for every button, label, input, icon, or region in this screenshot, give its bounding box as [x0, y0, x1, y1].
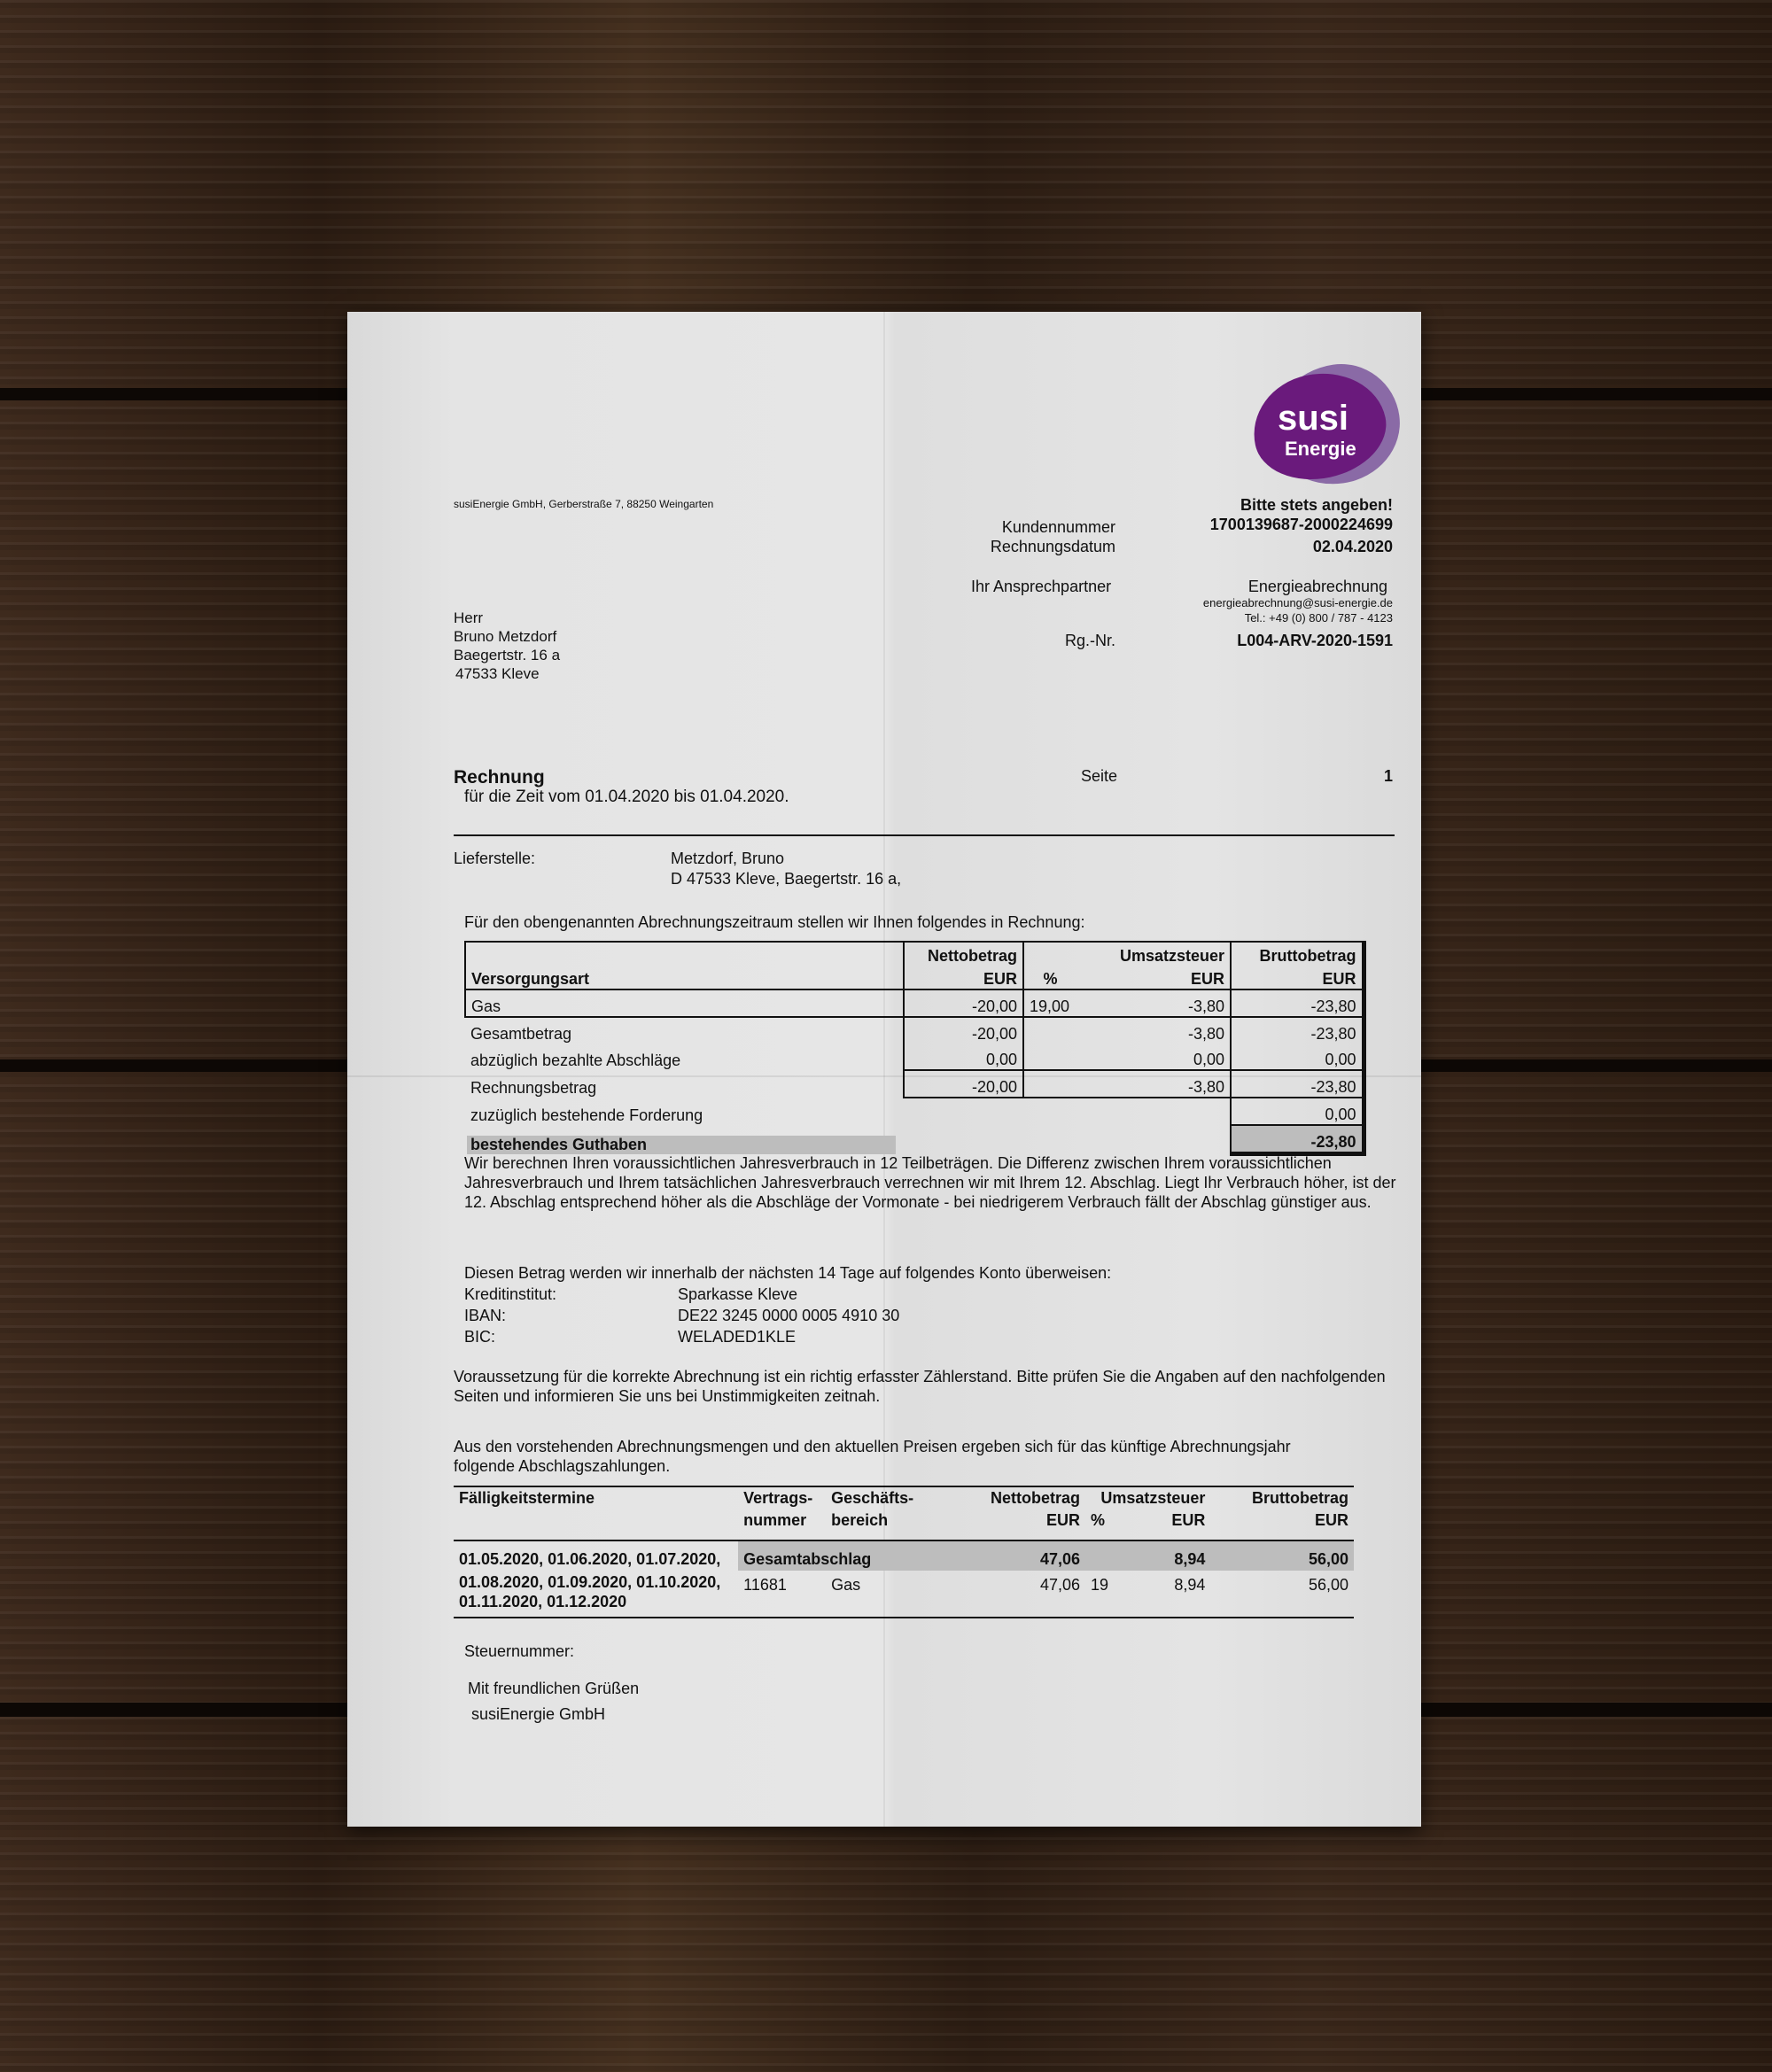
page-number: 1: [1383, 767, 1393, 785]
table-row-total: Gesamtbetrag -20,00 -3,80 -23,80: [465, 1017, 1364, 1044]
recipient-salutation: Herr: [454, 609, 484, 626]
col-header-pct: %: [1023, 966, 1076, 989]
contact-name: Energieabrechnung: [1247, 578, 1387, 595]
table-row-paid: abzüglich bezahlte Abschläge 0,00 0,00 0,00: [465, 1044, 1364, 1070]
delivery-line2: D 47533 Kleve, Baegertstr. 16 a,: [671, 870, 902, 888]
divider: [454, 834, 1395, 836]
delivery-label: Lieferstelle:: [454, 850, 536, 867]
bank-label: Kreditinstitut:: [464, 1285, 557, 1303]
billing-period: für die Zeit vom 01.04.2020 bis 01.04.2020.: [464, 788, 789, 806]
explanation-text: Wir berechnen Ihren voraussichtlichen Jahresverbrauch in 12 Teilbeträgen. Die Differenz zwischen Ihrem voraussichtlichen Jahresverbrauch und Ihrem tatsächlichen Jahresverbrauch verrechnen wir mit Ihrem 12. Abschlag. Liegt Ihr Verbrauch höher, ist der 12. Abschlag entsprechend höher als die Abschläge der Vormonate - bei niedrigerem Verbrauch fällt der Abschlag günstiger aus.: [464, 1154, 1396, 1211]
ab-header-contract-2: nummer: [743, 1511, 807, 1529]
ab-header-net-unit: EUR: [1045, 1511, 1080, 1529]
invoice-paper: [347, 312, 1421, 1827]
col-header-net: Nettobetrag: [904, 942, 1023, 966]
col-header-net-unit: EUR: [904, 966, 1023, 989]
tax-number-label: Steuernummer:: [464, 1642, 575, 1660]
forecast-intro: Aus den vorstehenden Abrechnungsmengen und den aktuellen Preisen ergeben sich für das künftige Abrechnungsjahr folgende Abschlagszahlungen.: [454, 1438, 1291, 1475]
recipient-city: 47533 Kleve: [455, 665, 540, 682]
ab-row-total: 01.05.2020, 01.06.2020, 01.07.2020, Gesamtabschlag 47,06 8,94 56,00: [454, 1540, 1354, 1571]
table-row-gas: Gas -20,00 19,00 -3,80 -23,80: [465, 989, 1364, 1017]
logo-text-energie: Energie: [1285, 438, 1356, 460]
ab-header-area-2: bereich: [831, 1511, 889, 1529]
rg-no-value: L004-ARV-2020-1591: [1237, 632, 1393, 649]
invoice-intro: Für den obengenannten Abrechnungszeitraum stellen wir Ihnen folgendes in Rechnung:: [464, 913, 1085, 931]
abschlag-table: [454, 1486, 1354, 1618]
document-title: Rechnung: [454, 767, 545, 788]
col-header-gross-unit: EUR: [1231, 966, 1364, 989]
susi-energie-logo: [1251, 365, 1402, 489]
ab-header-gross: Bruttobetrag: [1252, 1489, 1348, 1507]
col-header-supply: Versorgungsart: [465, 966, 904, 989]
ab-row-gas: 01.08.2020, 01.09.2020, 01.10.2020, 01.11.2020, 01.12.2020 11681 Gas 47,06 19 8,94 56,00: [454, 1571, 1354, 1618]
col-header-vat: Umsatzsteuer: [1076, 942, 1231, 966]
contact-email: energieabrechnung@susi-energie.de: [1202, 596, 1393, 609]
ab-header-contract-1: Vertrags-: [743, 1489, 813, 1507]
recipient-street: Baegertstr. 16 a: [454, 647, 561, 664]
contact-phone: Tel.: +49 (0) 800 / 787 - 4123: [1244, 611, 1393, 625]
notice-text: Bitte stets angeben!: [1240, 496, 1393, 514]
rg-no-label: Rg.-Nr.: [1064, 632, 1115, 649]
recipient-name: Bruno Metzdorf: [454, 628, 557, 645]
col-header-vat-unit: EUR: [1076, 966, 1231, 989]
col-header-gross: Bruttobetrag: [1231, 942, 1364, 966]
closing-greeting: Mit freundlichen Grüßen: [468, 1680, 640, 1697]
customer-no-label: Kundennummer: [1001, 518, 1115, 536]
company-signature: susiEnergie GmbH: [471, 1705, 606, 1723]
bic-value: WELADED1KLE: [678, 1328, 797, 1346]
ab-header-net: Nettobetrag: [990, 1489, 1080, 1507]
ab-header-vat-unit: EUR: [1171, 1511, 1206, 1529]
logo-text-susi: susi: [1278, 399, 1349, 438]
recipient-address: [454, 609, 560, 683]
sender-line: susiEnergie GmbH, Gerberstraße 7, 88250 Weingarten: [454, 498, 714, 510]
ab-header-due: Fälligkeitstermine: [459, 1489, 595, 1507]
ab-header-vat: Umsatzsteuer: [1100, 1489, 1206, 1507]
invoice-table: [464, 941, 1366, 1156]
meter-note: Voraussetzung für die korrekte Abrechnung ist ein richtig erfasster Zählerstand. Bitte prüfen Sie die Angaben auf den nachfolgenden Seiten und informieren Sie uns bei Unstimmigkeiten zeitnah.: [454, 1368, 1386, 1405]
iban-value: DE22 3245 0000 0005 4910 30: [678, 1307, 900, 1324]
table-row-claim: zuzüglich bestehende Forderung 0,00: [465, 1098, 1364, 1125]
delivery-line1: Metzdorf, Bruno: [671, 850, 785, 867]
iban-label: IBAN:: [464, 1307, 507, 1324]
invoice-date-value: 02.04.2020: [1312, 538, 1393, 555]
customer-no-value: 1700139687-2000224699: [1209, 516, 1393, 533]
table-row-credit: bestehendes Guthaben -23,80: [465, 1125, 1364, 1154]
ab-header-pct: %: [1091, 1511, 1106, 1529]
invoice-date-label: Rechnungsdatum: [990, 538, 1115, 555]
transfer-intro: Diesen Betrag werden wir innerhalb der nächsten 14 Tage auf folgendes Konto überweisen:: [464, 1264, 1112, 1282]
bic-label: BIC:: [464, 1328, 496, 1346]
table-row-invoice-amount: Rechnungsbetrag -20,00 -3,80 -23,80: [465, 1070, 1364, 1098]
ab-header-area-1: Geschäfts-: [831, 1489, 914, 1507]
bank-value: Sparkasse Kleve: [678, 1285, 798, 1303]
ab-header-gross-unit: EUR: [1314, 1511, 1348, 1529]
page-label: Seite: [1081, 767, 1118, 785]
contact-label: Ihr Ansprechpartner: [971, 578, 1112, 595]
